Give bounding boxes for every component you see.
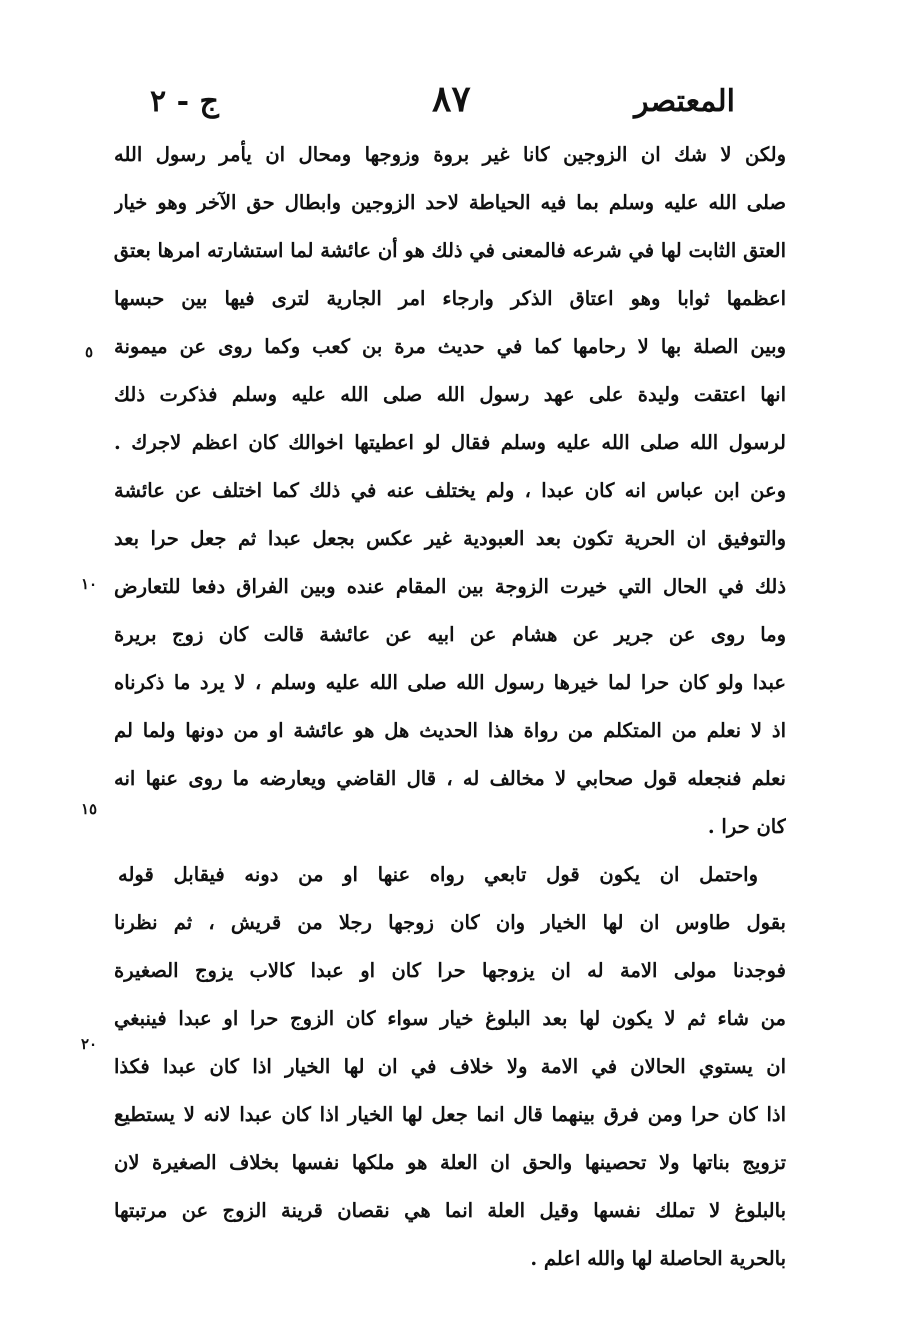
- text-line: فوجدنا مولى الامة له ان يزوجها حرا كان او عبدا كالاب يزوج الصغيرة: [114, 959, 786, 982]
- line-number-marker: ١٠: [80, 575, 98, 593]
- text-line: كان حرا .: [707, 815, 786, 838]
- text-line: اعظمها ثوابا وهو اعتاق الذكر وارجاء امر الجارية لترى فيها بين حبسها: [114, 287, 786, 310]
- text-line: اذا كان حرا ومن فرق بينهما قال انما جعل لها الخيار اذا كان عبدا لانه لا يستطيع: [114, 1103, 786, 1126]
- text-line: وبين الصلة بها لا رحامها كما في حديث مرة بن كعب وكما روى عن ميمونة: [114, 335, 786, 358]
- text-line: والتوفيق ان الحرية تكون بعد العبودية غير عكس بجعل عبدا ثم جعل حرا بعد: [114, 527, 786, 550]
- text-line: عبدا ولو كان حرا لما خيرها رسول الله صلى الله عليه وسلم ، لا يرد ما ذكرناه: [114, 671, 786, 694]
- text-line: بالبلوغ لا تملك نفسها وقيل العلة انما هي نقصان قرينة الزوج عن مرتبتها: [114, 1199, 786, 1222]
- line-number-marker: ٢٠: [80, 1035, 98, 1053]
- line-number-marker: ٥: [84, 343, 94, 361]
- running-title: المعتصر: [634, 84, 735, 119]
- text-line: وما روى عن جرير عن هشام عن ابيه عن عائشة قالت كان زوج بريرة: [114, 623, 786, 646]
- text-line: وعن ابن عباس انه كان عبدا ، ولم يختلف عنه في ذلك كما اختلف عن عائشة: [114, 479, 786, 502]
- text-line: صلى الله عليه وسلم بما فيه الحياطة لاحد الزوجين وابطال حق الآخر وهو خيار: [114, 191, 786, 214]
- text-line: العتق الثابت لها في شرعه فالمعنى في ذلك هو أن عائشة لما استشارته امرها بعتق: [114, 239, 786, 262]
- text-line: بقول طاوس ان لها الخيار وان كان زوجها رجلا من قريش ، ثم نظرنا: [114, 911, 786, 934]
- text-line: انها اعتقت وليدة على عهد رسول الله صلى الله عليه وسلم فذكرت ذلك: [114, 383, 786, 406]
- text-line: ولكن لا شك ان الزوجين كانا غير بروة وزوجها ومحال ان يأمر رسول الله: [114, 143, 786, 166]
- volume-label: ج - ٢: [150, 84, 219, 119]
- page-header: [0, 78, 898, 126]
- text-line: من شاء ثم لا يكون لها بعد البلوغ خيار سواء كان الزوج حرا او عبدا فينبغي: [114, 1007, 786, 1030]
- text-line: تزويج بناتها ولا تحصينها والحق ان العلة هو ملكها نفسها بخلاف الصغيرة لان: [114, 1151, 786, 1174]
- text-line: ذلك في الحال التي خيرت الزوجة بين المقام عنده وبين الفراق دفعا للتعارض: [114, 575, 786, 598]
- text-line: بالحرية الحاصلة لها والله اعلم .: [530, 1247, 786, 1270]
- text-line: واحتمل ان يكون قول تابعي رواه عنها او من دونه فيقابل قوله: [118, 863, 758, 886]
- line-number-marker: ١٥: [80, 800, 98, 818]
- page-number: ٨٧: [432, 78, 471, 120]
- text-line: ان يستوي الحالان في الامة ولا خلاف في ان لها الخيار اذا كان عبدا فكذا: [114, 1055, 786, 1078]
- text-line: نعلم فنجعله قول صحابي لا مخالف له ، قال القاضي ويعارضه ما روى عنها انه: [114, 767, 786, 790]
- text-line: اذ لا نعلم من المتكلم من رواة هذا الحديث هل هو عائشة او من دونها ولما لم: [114, 719, 786, 742]
- text-line: لرسول الله صلى الله عليه وسلم فقال لو اعطيتها اخوالك كان اعظم لاجرك .: [114, 431, 786, 454]
